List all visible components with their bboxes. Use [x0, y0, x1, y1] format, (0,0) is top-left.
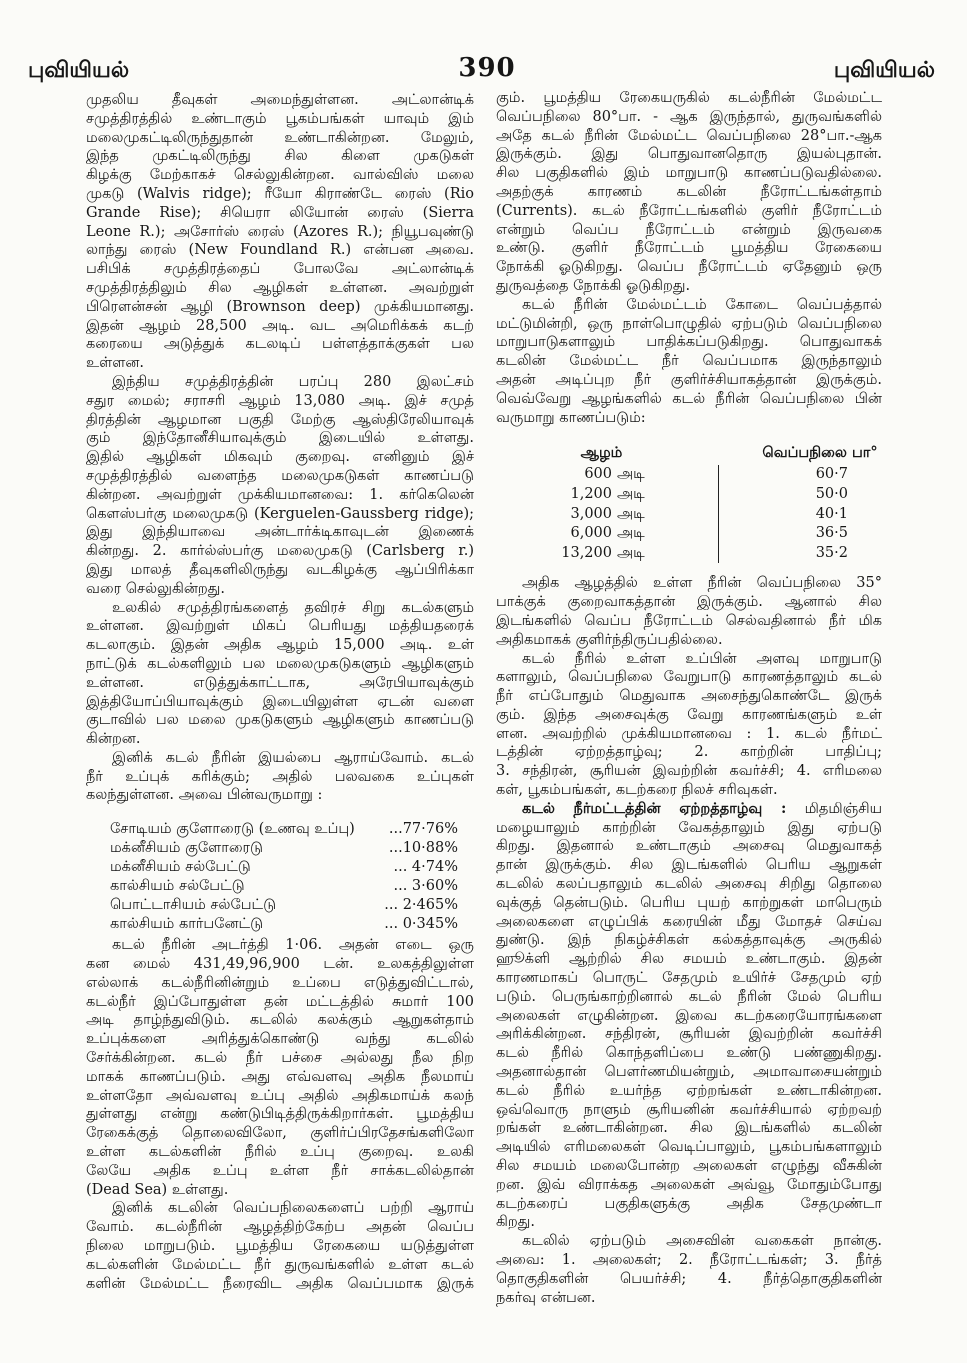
paragraph: [86, 936, 474, 1199]
paragraph: [496, 574, 882, 649]
text-line: அலைகளை எழுப்பிக் கரையின் மீது மோதச் செய்வ: [496, 913, 882, 930]
text-line: கடல்களின் மேல்மட்ட நீர் துருவங்களில் உள்ள கடல்: [86, 1256, 474, 1273]
text-line: கடல்நீர் இப்போதுள்ள தன் மட்டத்தில் சுமார் 100: [86, 993, 474, 1010]
text-line: அதிகமாகக் குளிர்ந்திருப்பதில்லை.: [496, 631, 723, 648]
text-line: லேயே அதிக உப்பு உள்ள நீர் சாக்கடலில்தான்: [86, 1162, 474, 1179]
text-line: லாந்து ரைஸ் (New Foundland R.) என்பன அவை.: [86, 242, 474, 259]
text-line: கின்றன. அவற்றுள் முக்கியமானவை: 1. கர்கெலென்: [86, 486, 474, 503]
paragraph: [86, 1199, 474, 1293]
sea-salt-composition-table: [86, 820, 474, 934]
page-number: 390: [458, 53, 516, 83]
text-line: முதலிய தீவுகள் அமைந்துள்ளன. அட்லான்டிக்: [86, 92, 474, 108]
salt-name: மக்னீசியம் சல்பேட்டு: [110, 859, 251, 876]
text-line: கிறது. இதனால் உண்டாகும் அசைவு மெதுவாகத்: [496, 838, 882, 855]
temperature-value: 36·5: [718, 524, 882, 544]
text-line: இந்த முகட்டிலிருந்து சில கிளை முகடுகள்: [86, 148, 474, 165]
depth-temperature-table: [496, 441, 882, 563]
text-line: சமுத்திரத்திலும் சில ஆழிகள் உள்ளன. அவற்றுள்: [86, 279, 474, 296]
paragraph: [496, 800, 882, 1232]
temperature-value: 60·7: [718, 465, 882, 485]
text-line: நீர் உப்புக் கரிக்கும்; அதில் பலவகை உப்புகள்: [86, 768, 474, 785]
text-line: உள்ளன.: [86, 355, 144, 372]
paragraph: [496, 89, 882, 296]
text-line: சமுத்திரத்தில் வளைந்த மலைமுகடுகள் காணப்படு: [86, 467, 474, 484]
text-line: கும் இந்தோனீசியாவுக்கும் இடையில் உள்ளது.: [86, 430, 474, 447]
text-line: ரேகைக்குத் தொலைவிலோ, குளிர்ப்பிரதேசங்களிலோ: [86, 1125, 474, 1142]
text-line: [496, 800, 882, 819]
text-line: மாகக் காணப்படும். அது எவ்வளவு அதிக நீலமாய்: [86, 1068, 474, 1085]
paragraph: [86, 599, 474, 749]
depth-unit: அடி: [617, 525, 645, 542]
text-line: சில பகுதிகளில் இம் மாறுபாடு காணப்படுவதில்லை.: [496, 165, 882, 182]
text-line: துருவத்தை நோக்கி ஓடுகிறது.: [496, 277, 691, 294]
text-line: கடலில் கலப்பதாலும் கடலில் அசைவு சிறிது தொலை: [496, 876, 882, 893]
salt-percentage: ... 3·60%: [393, 878, 458, 895]
table-row: [496, 524, 882, 544]
text-line: ளன. அவற்றில் முக்கியமானவை : 1. கடல் நீர்மட்: [496, 725, 882, 742]
text-line: றங்கள் உண்டாகின்றன. சில இடங்களில் கடலின்: [496, 1120, 882, 1137]
paragraph-group: [86, 91, 474, 805]
salt-name: மக்னீசியம் குளோரைடு: [110, 840, 263, 857]
text-line: முகடு (Walvis ridge); ரீயோ கிராண்டே ரைஸ் (Rio: [86, 185, 474, 202]
text-line: அதிக ஆழத்தில் உள்ள நீரின் வெப்பநிலை 35°: [522, 575, 882, 592]
text-line: மாறுபாடுகளாலும் பாதிக்கப்படுகிறது. பொதுவாகக்: [496, 334, 882, 351]
paragraph-group: [496, 89, 882, 427]
salt-percentage: ... 0·345%: [384, 916, 458, 933]
right-column: [496, 89, 882, 1309]
text-line: கடலில் ஏற்படும் அசைவின் வகைகள் நான்கு.: [522, 1233, 882, 1250]
text-line: கௌஸ்பர்கு மலைமுகடு (Kerguelen-Gaussberg ridge);: [86, 505, 474, 522]
text-line: கன மைல் 431,49,96,900 டன். உலகத்திலுள்ள: [86, 956, 474, 973]
text-line: கும். இந்த அசைவுக்கு வேறு காரணங்களும் உள்: [496, 706, 882, 723]
text-line: கடல் நீரில் உயர்ந்த ஏற்றங்கள் உண்டாகின்றன.: [496, 1082, 882, 1099]
text-line: அரிக்கின்றன. சந்திரன், சூரியன் இவற்றின் கவர்ச்சி: [496, 1026, 882, 1043]
text-line: கடல் நீரின் அடர்த்தி 1·06. அதன் எடை ஒரு: [112, 937, 474, 954]
text-line: நீர் எப்போதும் மெதுவாக அசைந்துகொண்டே இருக்: [496, 688, 882, 705]
text-line: (Dead Sea) உள்ளது.: [86, 1181, 229, 1198]
text-line: துண்டு. இந் நிகழ்ச்சிகள் கல்கத்தாவுக்கு அருகில்: [496, 932, 882, 949]
text-line: சேர்க்கின்றன. கடல் நீர் பச்சை அல்லது நீல நிற: [86, 1050, 474, 1067]
text-line: இருக்கும். இது பொதுவானதொரு இயல்புதான்.: [496, 146, 882, 163]
depth-unit: அடி: [617, 544, 645, 561]
text-line: நகர்வு என்பன.: [496, 1289, 596, 1306]
table-row: [496, 544, 882, 564]
text-line: இதில் ஆழிகள் மிகவும் குறைவு. எனினும் இச்: [86, 449, 474, 466]
salt-percentage: ...10·88%: [388, 840, 458, 857]
text-line: அடி தாழ்ந்துவிடும். கடலில் கலக்கும் ஆறுகள்தாம்: [86, 1012, 474, 1029]
text-line: அதன் அடிப்புற நீர் குளிர்ச்சியாகத்தான் இருக்கும்.: [496, 371, 882, 388]
text-line: உப்புக்களை அரித்துக்கொண்டு வந்து கடலில்: [86, 1031, 474, 1048]
text-line: இடங்களில் வெப்ப நீரோட்டம் செல்வதினால் நீர் மிக: [496, 612, 882, 629]
depth-value: 1,200: [570, 485, 612, 502]
text-line: நோக்கி ஓடுகிறது. வெப்ப நீரோட்டம் ஏதேனும் ஒரு: [496, 259, 882, 276]
running-head-right: புவியியல்: [833, 57, 935, 83]
depth-unit: அடி: [617, 466, 645, 483]
paragraph: [496, 650, 882, 800]
text-line: அதே கடல் நீரின் மேல்மட்ட வெப்பநிலை 28°பா.-ஆக: [496, 127, 882, 144]
text-line: கின்றது. 2. கார்ல்ஸ்பர்கு மலைமுகடு (Carlsberg r.): [86, 543, 474, 560]
table-row: [496, 465, 882, 485]
text-line: உள்ள கடல்களின் நீரில் உப்பு குறைவு. உலகி: [86, 1144, 474, 1161]
text-line: நிலை மாறுபடும். பூமத்திய ரேகையை யடுத்துள்ள: [86, 1238, 474, 1255]
text-line: ஹூக்ளி ஆற்றில் சில சமயம் உண்டாகும். இதன்: [496, 951, 882, 968]
text-line: இது இந்தியாவை அன்டார்க்டிகாவுடன் இணைக்: [86, 524, 474, 541]
text-line: மட்டுமின்றி, ஒரு நாள்பொழுதில் ஏற்படும் வெப்பநிலை: [496, 315, 882, 332]
text-line: என்றும் வெப்ப நீரோட்டம் என்றும் இருவகை: [496, 221, 882, 238]
paragraph-group: [86, 936, 474, 1293]
text-line: ஒவ்வொரு நாளும் சூரியனின் கவர்ச்சியால் ஏற்றவற்: [496, 1101, 882, 1118]
text-line: கள், பூகம்பங்கள், கடற்கரை நிலச் சரிவுகள்.: [496, 782, 778, 799]
paragraph-lead: கடல் நீர்மட்டத்தின் ஏற்றத்தாழ்வு :: [522, 799, 787, 817]
text-line: சில சமயம் மலைபோன்ற அலைகள் எழுந்து வீசுகின்: [496, 1158, 882, 1175]
depth-value: 3,000: [570, 505, 612, 522]
text-line: உள்ளன. இவற்றுள் மிகப் பெரியது மத்தியதரைக்: [86, 618, 474, 635]
text-line: கடலின் மேல்மட்ட நீர் வெப்பமாக இருந்தாலும்: [496, 353, 882, 370]
text-line: களின் மேல்மட்ட நீரைவிட அதிக வெப்பமாக இருக்: [86, 1275, 474, 1292]
text-line: உள்ளதோ அவ்வளவு உப்பு அதில் அதிகமாய்க் கலந்: [86, 1087, 474, 1104]
salt-row: [110, 820, 458, 839]
text-line: இது மாலத் தீவுகளிலிருந்து வடகிழக்கு ஆப்பிரிக்கா: [86, 561, 474, 578]
salt-name: கால்சியம் கார்பனேட்டு: [110, 916, 264, 933]
salt-row: [110, 877, 458, 896]
text-line: உலகில் சமுத்திரங்களைத் தவிரச் சிறு கடல்களும்: [112, 599, 474, 616]
paragraph: [86, 749, 474, 805]
text-line: வெவ்வேறு ஆழங்களில் கடல் நீரின் வெப்பநிலை பின்: [496, 390, 882, 407]
text-line: வரை செல்லுகின்றது.: [86, 580, 225, 597]
depth-value: 13,200: [561, 544, 612, 561]
text-line: நாட்டுக் கடல்களிலும் பல மலைமுகடுகளும் ஆழிகளும்: [86, 655, 474, 672]
text-line: களாலும், வெப்பநிலை வேறுபாடு காரணத்தாலும் கடல்: [496, 669, 882, 686]
text-line: துள்ளது என்று கண்டுபிடித்திருக்கிறார்கள். பூமத்திய: [86, 1106, 474, 1123]
salt-name: சோடியம் குளோரைடு (உணவு உப்பு): [110, 821, 355, 838]
text-line: கிழக்கு மேற்காகச் செல்லுகின்றன. வால்விஸ் மலை: [86, 167, 474, 184]
text-line: மழையாலும் காற்றின் வேகத்தாலும் இது ஏற்படு: [496, 819, 882, 836]
table-row: [496, 505, 882, 525]
text-line: தொகுதிகளின் பெயர்ச்சி; 4. நீர்த்தொகுதிகளின்: [496, 1270, 882, 1287]
text-line: வோம். கடல்நீரின் ஆழத்திற்கேற்ப அதன் வெப்ப: [86, 1219, 474, 1236]
temperature-value: 35·2: [718, 544, 882, 564]
text-line: உண்டு. குளிர் நீரோட்டம் பூமத்திய ரேகையை: [496, 240, 882, 257]
text-line: காரணமாகப் பொருட் சேதமும் உயிர்ச் சேதமும் ஏற்: [496, 970, 882, 987]
table-header-row: [496, 441, 882, 465]
depth-unit: அடி: [617, 505, 645, 522]
text-line: பசிபிக் சமுத்திரத்தைப் போலவே அட்லான்டிக்: [86, 261, 474, 278]
text-line: வெப்பநிலை 80°பா. - ஆக இருந்தால், துருவங்களில்: [496, 108, 882, 125]
text-line: கிறது.: [496, 1214, 535, 1231]
depth-unit: அடி: [617, 485, 645, 502]
salt-row: [110, 896, 458, 915]
salt-percentage: ... 2·465%: [384, 897, 458, 914]
text-line: கடல் நீரில் கொந்தளிப்பை உண்டு பண்ணுகிறது.: [496, 1045, 882, 1062]
text-line: அவை: 1. அலைகள்; 2. நீரோட்டங்கள்; 3. நீர்த்: [496, 1252, 882, 1268]
text-line: றன. இவ் விராக்கத அலைகள் அவ்வூ மோதும்போது: [496, 1176, 882, 1193]
salt-name: கால்சியம் சல்பேட்டு: [110, 878, 245, 895]
salt-percentage: ... 4·74%: [393, 859, 458, 876]
text-line: தான் இருக்கும். சில இடங்களில் பெரிய ஆறுகள்: [496, 857, 882, 874]
text-line: கடல் நீரின் மேல்மட்டம் கோடை வெப்பத்தால்: [522, 296, 882, 313]
salt-row: [110, 839, 458, 858]
text-line: வருமாறு காணப்படும்:: [496, 409, 646, 426]
depth-value: 6,000: [570, 525, 612, 542]
text-line: கடல் நீரில் உள்ள உப்பின் அளவு மாறுபாடு: [522, 650, 882, 667]
line-text: மிதமிஞ்சிய: [804, 800, 882, 817]
text-line: கடலாகும். இதன் அதிக ஆழம் 15,000 அடி. உள்: [86, 637, 474, 654]
paragraph: [86, 373, 474, 599]
text-line: இதன் ஆழம் 28,500 அடி. வட அமெரிக்கக் கடற்: [86, 317, 474, 334]
text-line: Leone R.); அசோர்ஸ் ரைஸ் (Azores R.); நியூபவுண்டு: [86, 223, 474, 240]
depth-header: ஆழம்: [580, 444, 623, 462]
text-line: இனிக் கடல் நீரின் இயல்பை ஆராய்வோம். கடல்: [112, 749, 474, 766]
paragraph: [496, 1232, 882, 1307]
text-line: குடாவில் பல மலை முகடுகளும் ஆழிகளும் காணப்படு: [86, 712, 474, 729]
text-line: இந்திய சமுத்திரத்தின் பரப்பு 280 இலட்சம்: [112, 373, 474, 390]
text-line: டத்தின் ஏற்றத்தாழ்வு; 2. காற்றின் பாதிப்பு;: [496, 744, 882, 761]
salt-row: [110, 915, 458, 934]
text-line: படும். பெருங்காற்றினால் கடல் நீரின் மேல் பெரிய: [496, 988, 882, 1005]
text-line: கலந்துள்ளன. அவை பின்வருமாறு :: [86, 787, 323, 804]
temperature-value: 40·1: [718, 505, 882, 525]
left-column: [86, 91, 474, 1303]
text-line: உள்ளன. எடுத்துக்காட்டாக, அரேபியாவுக்கும்: [86, 674, 474, 691]
text-line: வுக்குத் தென்படும். பெரிய புயற் காற்றுகள் மாபெரும்: [496, 894, 882, 911]
running-head-left: புவியியல்: [28, 57, 130, 83]
paragraph: [496, 296, 882, 428]
text-line: சமுத்திரத்தில் உண்டாகும் பூகம்பங்கள் யாவும் இம்: [86, 110, 474, 127]
text-line: இனிக் கடலின் வெப்பநிலைகளைப் பற்றி ஆராய்: [112, 1200, 474, 1217]
text-line: மலைமுகட்டிலிருந்துதான் உண்டாகின்றன. மேலும்,: [86, 129, 474, 146]
temperature-header: வெப்பநிலை பா°: [762, 444, 878, 462]
salt-name: பொட்டாசியம் சல்பேட்டு: [110, 897, 277, 914]
text-line: அடியில் எரிமலைகள் வெடிப்பாலும், பூகம்பங்களாலும்: [496, 1139, 882, 1156]
text-line: எல்லாக் கடல்நீரினின்றும் உப்பை எடுத்துவிட்டால்,: [86, 974, 474, 991]
text-line: பாக்குக் குறைவாகத்தான் இருக்கும். ஆனால் சில: [496, 594, 882, 611]
text-line: Grande Rise); சியெரா லியோன் ரைஸ் (Sierra: [86, 204, 474, 221]
text-line: திரத்தின் ஆழமான பகுதி மேற்கு ஆஸ்திரேலியாவுக்: [86, 411, 474, 428]
paragraph: [86, 91, 474, 373]
text-line: சதுர மைல்; சராசரி ஆழம் 13,080 அடி. இச் சமுத்: [86, 392, 474, 409]
paragraph-group: [496, 574, 882, 1307]
text-line: அலைகள் எழுகின்றன. இவை கடற்கரையோரங்களை: [496, 1007, 882, 1024]
text-line: அதற்குக் காரணம் கடலின் நீரோட்டங்கள்தாம்: [496, 183, 882, 200]
salt-row: [110, 858, 458, 877]
text-line: கும். பூமத்திய ரேகையருகில் கடல்நீரின் மேல்மட்ட: [496, 90, 882, 106]
text-line: கடற்கரைப் பகுதிகளுக்கு அதிக சேதமுண்டா: [496, 1195, 882, 1212]
depth-value: 600: [584, 466, 612, 483]
text-line: கின்றன.: [86, 731, 141, 748]
text-line: கரையை அடுத்துக் கடலடிப் பள்ளத்தாக்குகள் பல: [86, 336, 474, 353]
text-line: (Currents). கடல் நீரோட்டங்களில் குளிர் நீரோட்டம்: [496, 202, 882, 219]
text-line: பிரௌன்சன் ஆழி (Brownson deep) முக்கியமானது.: [86, 298, 474, 315]
text-line: அதனால்தான் பௌர்ணமியன்றும், அமாவாசையன்றும்: [496, 1064, 882, 1081]
text-line: 3. சந்திரன், சூரியன் இவற்றின் கவர்ச்சி; 4. எரிமலை: [496, 763, 882, 780]
text-line: இத்தியோப்பியாவுக்கும் இடையிலுள்ள ஏடன் வளை: [86, 693, 474, 710]
salt-percentage: ...77·76%: [388, 821, 458, 838]
temperature-value: 50·0: [718, 485, 882, 505]
table-row: [496, 485, 882, 505]
